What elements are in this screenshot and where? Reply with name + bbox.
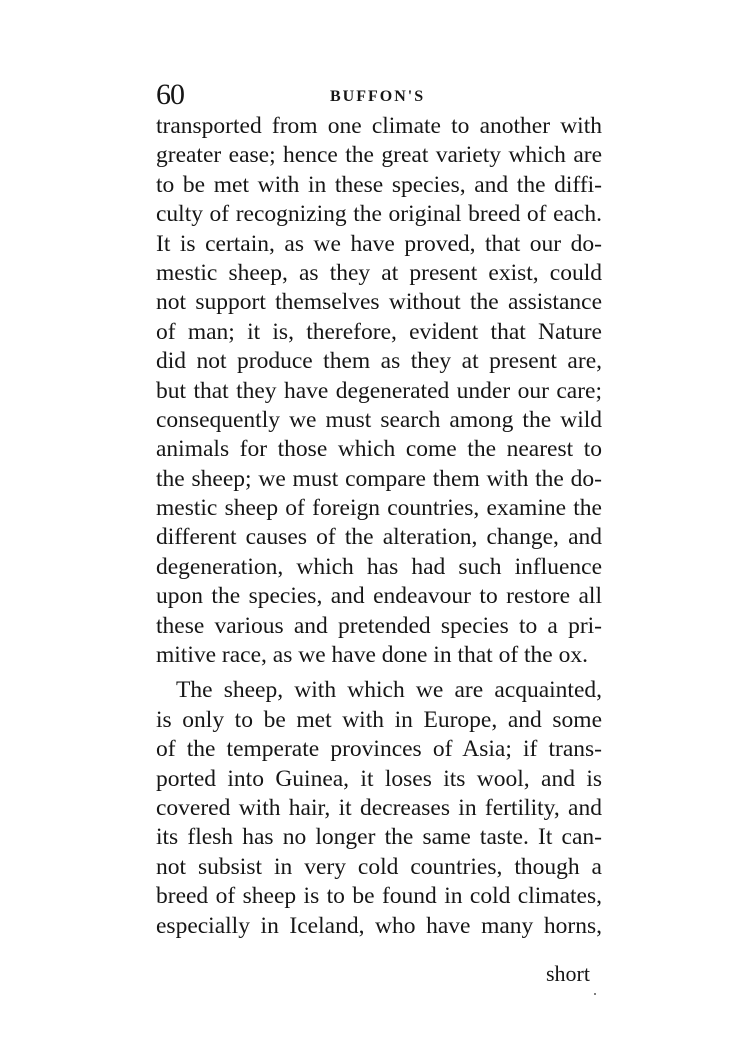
text-line: covered with hair, it decreases in fertility, and bbox=[156, 794, 602, 821]
catchword: short bbox=[546, 961, 590, 986]
text-line: mestic sheep of foreign countries, examine the bbox=[156, 495, 602, 522]
body-text bbox=[156, 112, 602, 941]
running-head: BUFFON'S bbox=[330, 88, 426, 105]
text-line: is only to be met with in Europe, and some bbox=[156, 706, 602, 733]
text-line: its flesh has no longer the same taste. It can- bbox=[156, 824, 602, 851]
text-line: mitive race, as we have done in that of the ox. bbox=[156, 642, 588, 669]
text-line: especially in Iceland, who have many horns, bbox=[156, 912, 602, 939]
text-line: not support themselves without the assistance bbox=[156, 289, 602, 316]
text-line: consequently we must search among the wild bbox=[156, 406, 602, 433]
text-line: It is certain, as we have proved, that our do- bbox=[156, 230, 602, 257]
text-line: but that they have degenerated under our care; bbox=[156, 377, 602, 404]
text-line: breed of sheep is to be found in cold climates, bbox=[156, 883, 602, 910]
text-line: greater ease; hence the great variety which are bbox=[156, 142, 602, 169]
text-line: upon the species, and endeavour to restore all bbox=[156, 583, 602, 610]
text-line: of the temperate provinces of Asia; if trans- bbox=[156, 736, 602, 763]
text-line: different causes of the alteration, change, and bbox=[156, 524, 602, 551]
text-line: of man; it is, therefore, evident that Nature bbox=[156, 318, 602, 345]
text-line: ported into Guinea, it loses its wool, and is bbox=[156, 765, 602, 792]
text-line: culty of recognizing the original breed of each. bbox=[156, 201, 602, 228]
text-line: did not produce them as they at present are, bbox=[156, 348, 602, 375]
text-line: to be met with in these species, and the diffi- bbox=[156, 171, 602, 198]
text-line: degeneration, which has had such influence bbox=[156, 553, 602, 580]
text-line: the sheep; we must compare them with the do- bbox=[156, 465, 602, 492]
text-line: mestic sheep, as they at present exist, could bbox=[156, 259, 602, 286]
text-line: animals for those which come the nearest to bbox=[156, 436, 602, 463]
page-number: 60 bbox=[156, 78, 184, 111]
text-line: these various and pretended species to a pri- bbox=[156, 612, 602, 639]
text-line: The sheep, with which we are acquainted, bbox=[176, 677, 602, 704]
print-speck bbox=[594, 993, 596, 995]
text-line: not subsist in very cold countries, though a bbox=[156, 853, 602, 880]
text-line: transported from one climate to another with bbox=[156, 113, 602, 139]
